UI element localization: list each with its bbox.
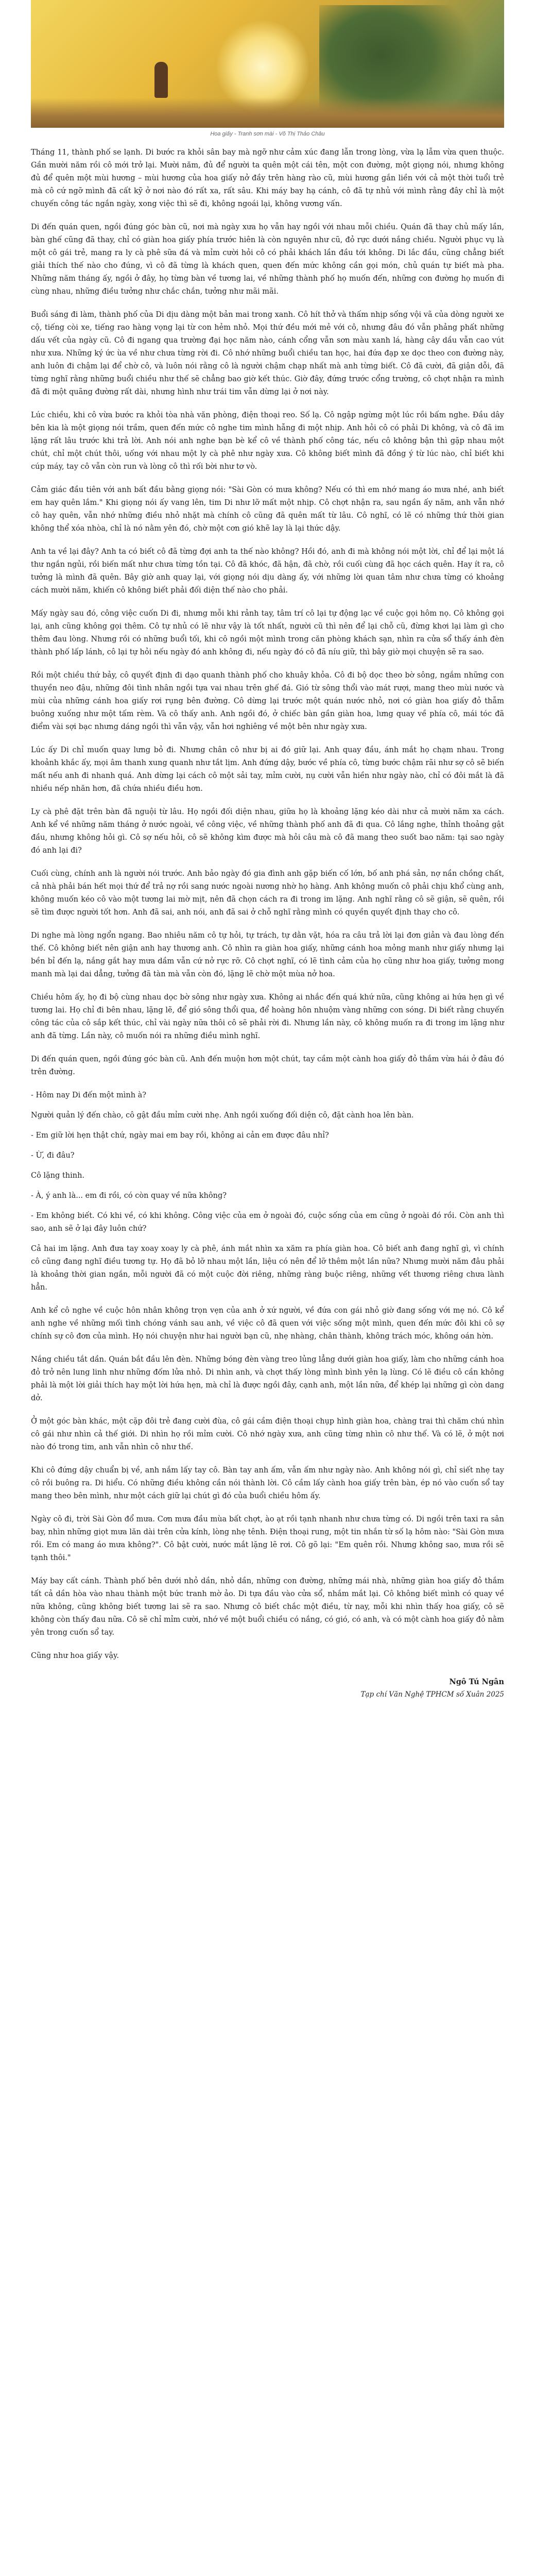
article-paragraph: Mấy ngày sau đó, công việc cuốn Di đi, nhưng mỗi khi rảnh tay, tâm trí cô lại tự động lạc về cuộc gọi hôm nọ. Cô không gọi lại, anh cũng không gọi thêm. Cô tự nhủ có lẽ như vậy là tốt nhất, người cũ thì nên để lại chỗ cũ, đừng khơi lại làm gì cho thêm đau lòng. Nhưng rồi có những buổi tối, khi cô ngồi một mình trong căn phòng khách sạn, nhìn ra cửa sổ thấy ánh đèn thành phố lấp lánh, cô lại tự hỏi nếu ngày đó anh không đi, nếu ngày đó cô đã níu giữ, thì bây giờ mọi chuyện sẽ ra sao. <box>31 609 504 656</box>
dialogue-line: - Em giữ lời hẹn thật chứ, ngày mai em bay rồi, không ai cản em được đâu nhỉ? <box>31 1131 329 1140</box>
dialogue-line: - Ừ, đi đâu? <box>31 1151 75 1160</box>
dialogue-line: - À, ý anh là... em đi rồi, có còn quay về nữa không? <box>31 1192 227 1200</box>
author-affiliation: Tạp chí Văn Nghệ TPHCM số Xuân 2025 <box>360 1690 504 1699</box>
hero-figure-shape <box>154 62 168 98</box>
article-paragraph: Máy bay cất cánh. Thành phố bên dưới nhỏ dần, nhỏ dần, những con đường, những mái nhà, những giàn hoa giấy đỏ thắm tất cả dần hòa vào nhau thành một bức tranh mờ ảo. Di tựa đầu vào cửa sổ, nhắm mắt lại. Cô không biết mình có quay về nữa không, cũng không biết tương lai sẽ ra sao. Nhưng cô biết chắc một điều, từ nay, mỗi khi nhìn thấy hoa giấy, cô sẽ không còn thấy đau nữa. Cô sẽ chỉ mỉm cười, nhớ về một buổi chiều có nắng, có gió, có anh, và có một cành hoa giấy đỏ nằm yên trong cuốn sổ tay. <box>31 1577 504 1637</box>
article-paragraph: Tháng 11, thành phố se lạnh. Di bước ra khỏi sân bay mà ngỡ như cảm xúc đang lẫn trong lòng, vừa lạ lẫm vừa quen thuộc. Gần mười năm rồi cô mới trở lại. Mười năm, đủ để người ta quên một cái tên, một con đường, một giọng nói, nhưng không đủ để quên một mùi hương – mùi hương của hoa giấy nở đầy trên hàng rào cũ, mùi hương gắn liền với cả một thời tuổi trẻ mà cô cứ ngỡ mình đã cất kỹ ở nơi nào đó rất xa, rất sâu. Khi máy bay hạ cánh, cô đã tự nhủ với mình rằng đây chỉ là một chuyến công tác ngắn ngày, xong việc thì sẽ đi, không ngoái lại, không vương vấn. <box>31 148 504 208</box>
hero-caption: Hoa giấy - Tranh sơn mài - Võ Thị Thảo Châu <box>210 131 325 137</box>
author-block <box>31 1676 504 1701</box>
article-paragraph: Ở một góc bàn khác, một cặp đôi trẻ đang cười đùa, cô gái cầm điện thoại chụp hình giàn hoa, chàng trai thì chăm chú nhìn cô gái như nhìn cả thế giới. Di nhìn họ rồi mỉm cười. Cô nhớ ngày xưa, anh cũng từng nhìn cô như thế. Và có lẽ, ở một nơi nào đó trong tim, anh vẫn nhìn cô như thế. <box>31 1417 504 1451</box>
dialogue-line: - Hôm nay Di đến một mình à? <box>31 1091 147 1099</box>
article-paragraph: Cả hai im lặng. Anh đưa tay xoay xoay ly cà phê, ánh mắt nhìn xa xăm ra phía giàn hoa. Cô biết anh đang nghĩ gì, vì chính cô cũng đang nghĩ điều tương tự. Họ đã bỏ lỡ nhau một lần, liệu có nên để lỡ thêm một lần nữa? Nhưng mười năm đâu phải là khoảng thời gian ngắn, mỗi người đã có một cuộc đời riêng, những ràng buộc riêng, những vết thương riêng chưa lành hẳn. <box>31 1245 504 1292</box>
article <box>31 0 504 1701</box>
hero-ground-shape <box>31 98 504 128</box>
article-paragraph: Ngày cô đi, trời Sài Gòn đổ mưa. Cơn mưa đầu mùa bất chợt, ào ạt rồi tạnh nhanh như chưa từng có. Di ngồi trên taxi ra sân bay, nhìn những giọt mưa lăn dài trên cửa kính, lòng nhẹ tênh. Điện thoại rung, một tin nhắn từ số lạ hôm nào: "Sài Gòn mưa rồi. Em có mang áo mưa không?". Cô bật cười, nước mắt lặng lẽ rơi. Cô gõ lại: "Em quên rồi. Nhưng không sao, mưa rồi sẽ tạnh thôi." <box>31 1515 504 1562</box>
article-paragraph: Khi cô đứng dậy chuẩn bị về, anh nắm lấy tay cô. Bàn tay anh ấm, vẫn ấm như ngày nào. Anh không nói gì, chỉ siết nhẹ tay cô rồi buông ra. Di hiểu. Có những điều không cần nói thành lời. Cô cầm lấy cành hoa giấy trên bàn, ép nó vào cuốn sổ tay mang theo bên mình, như một cách giữ lại chút gì đó của buổi chiều hôm ấy. <box>31 1466 504 1500</box>
article-paragraph: Cảm giác đầu tiên với anh bất đầu bằng giọng nói: "Sài Gòn có mưa không? Nếu có thì em nhớ mang áo mưa nhé, anh biết em hay quên lắm." Khi giọng nói ấy vang lên, tim Di như lỡ mất một nhịp. Cô chợt nhận ra, sau ngần ấy năm, anh vẫn nhớ cô hay quên, vẫn nhớ những điều nhỏ nhặt mà chính cô cũng đã quên mất từ lâu. Cô nghĩ, có lẽ có những thứ thời gian không thể xóa nhòa, chỉ là nó nằm yên đó, chờ một cơn gió khẽ lay là lại thức dậy. <box>31 486 504 533</box>
article-paragraph: Rồi một chiều thứ bảy, cô quyết định đi dạo quanh thành phố cho khuây khỏa. Cô đi bộ dọc theo bờ sông, ngắm những con thuyền neo đậu, những đôi tình nhân ngồi tựa vai nhau trên ghế đá. Gió từ sông thổi vào mát rượi, mang theo mùi nước và mùi của những cánh hoa giấy rơi rụng bên đường. Cô dừng lại trước một quán nước nhỏ, nơi có giàn hoa giấy đỏ thẫm buông xuống như một tấm rèm. Và cô thấy anh. Anh ngồi đó, ở chiếc bàn gần giàn hoa, lưng quay về phía cô, mái tóc đã điểm vài sợi bạc nhưng dáng ngồi thì vẫn vậy, vẫn hơi nghiêng về một bên như ngày xưa. <box>31 671 504 731</box>
dialogue-line: Người quản lý đến chào, cô gật đầu mỉm cười nhẹ. Anh ngồi xuống đối diện cô, đặt cành hoa lên bàn. <box>31 1111 414 1120</box>
article-paragraph: Cũng như hoa giấy vậy. <box>31 1652 119 1660</box>
dialogue-line: - Em không biết. Có khi về, có khi không. Công việc của em ở ngoài đó, cuộc sống của em cũng ở ngoài đó rồi. Còn anh thì sao, anh sẽ ở lại đây luôn chứ? <box>31 1212 504 1233</box>
article-paragraph: Anh ta về lại đây? Anh ta có biết cô đã từng đợi anh ta thế nào không? Hồi đó, anh đi mà không nói một lời, chỉ để lại một lá thư ngắn ngủi, rồi biến mất như chưa từng tồn tại. Cô đã khóc, đã hận, đã chờ, rồi cuối cùng đã học cách quên. Hay ít ra, cô tưởng là mình đã quên. Bây giờ anh quay lại, với giọng nói dịu dàng ấy, với những lời quan tâm như chưa từng có khoảng cách mười năm, khiến cô không biết phải đối diện thế nào cho phải. <box>31 548 504 595</box>
article-paragraph: Anh kể cô nghe về cuộc hôn nhân không trọn vẹn của anh ở xứ người, về đứa con gái nhỏ giờ đang sống với mẹ nó. Cô kể anh nghe về những mối tình chóng vánh sau anh, về việc cô đã quen với việc sống một mình, quen đến mức đôi khi cô sợ chính sự cô đơn của mình. Họ nói chuyện như hai người bạn cũ, nhẹ nhàng, chân thành, không trách móc, không oán hờn. <box>31 1307 504 1341</box>
article-paragraph: Chiều hôm ấy, họ đi bộ cùng nhau dọc bờ sông như ngày xưa. Không ai nhắc đến quá khứ nữa, cũng không ai hứa hẹn gì về tương lai. Họ chỉ đi bên nhau, lặng lẽ, để gió sông thổi qua, để hoàng hôn nhuộm vàng những con sóng. Di biết rằng chuyến công tác của cô sắp kết thúc, chỉ vài ngày nữa thôi cô sẽ phải rời đi. Nhưng lần này, cô không muốn ra đi trong im lặng như anh đã từng. Lần này, cô muốn nói ra những điều mình nghĩ. <box>31 993 504 1040</box>
hero-image <box>31 0 504 128</box>
article-paragraph: Di đến quán quen, ngồi đúng góc bàn cũ, nơi mà ngày xưa họ vẫn hay ngồi với nhau mỗi chiều. Quán đã thay chủ mấy lần, bàn ghế cũng đã thay, chỉ có giàn hoa giấy phía trước hiên là còn nguyên như cũ, đỏ rực dưới nắng chiều. Người phục vụ là một cô gái trẻ, mang ra ly cà phê sữa đá và mỉm cười hỏi cô có phải khách lần đầu tới không. Di lắc đầu, cũng chẳng biết giải thích thế nào cho đúng, vì cô đã từng là khách quen, quen đến mức không cần gọi món, chủ quán tự biết mà pha. Những năm tháng ấy, ngồi ở đây, họ từng bàn về tương lai, về những thành phố họ muốn đến, những con đường họ muốn đi cùng nhau, những điều tưởng như chắc chắn, tưởng như mãi mãi. <box>31 223 504 296</box>
author-name: Ngô Tú Ngân <box>449 1677 504 1686</box>
article-paragraph: Di đến quán quen, ngồi đúng góc bàn cũ. Anh đến muộn hơn một chút, tay cầm một cành hoa giấy đỏ thắm vừa hái ở đâu đó trên đường. <box>31 1055 504 1076</box>
article-paragraph: Di nghe mà lòng ngổn ngang. Bao nhiêu năm cô tự hỏi, tự trách, tự dằn vặt, hóa ra câu trả lời lại đơn giản và đau lòng đến thế. Cô không biết nên giận anh hay thương anh. Cô nhìn ra giàn hoa giấy, những cánh hoa mỏng manh như giấy nhưng lại bền bỉ đến lạ, nắng gắt hay mưa dầm vẫn cứ nở rực rỡ. Cô chợt nghĩ, có lẽ tình cảm của họ cũng như hoa giấy, tưởng mong manh mà lại dai dẳng, tưởng đã tàn mà vẫn còn đó, lặng lẽ chờ một mùa nở hoa. <box>31 931 504 978</box>
article-paragraph: Ly cà phê đặt trên bàn đã nguội từ lâu. Họ ngồi đối diện nhau, giữa họ là khoảng lặng kéo dài như cả mười năm xa cách. Anh kể về những năm tháng ở nước ngoài, về công việc, về những thành phố anh đã đi qua. Cô lắng nghe, thỉnh thoảng gật đầu, nhưng không hỏi gì. Cô sợ nếu hỏi, cô sẽ không kìm được mà hỏi câu mà cô đã mang theo suốt bao năm: tại sao ngày đó anh lại đi? <box>31 808 504 855</box>
article-paragraph: Lúc ấy Di chỉ muốn quay lưng bỏ đi. Nhưng chân cô như bị ai đó giữ lại. Anh quay đầu, ánh mắt họ chạm nhau. Trong khoảnh khắc ấy, mọi âm thanh xung quanh như tắt lịm. Anh đứng dậy, bước về phía cô, từng bước chậm rãi như sợ cô sẽ biến mất nếu anh đi nhanh quá. Anh dừng lại cách cô một sải tay, mỉm cười, nụ cười vẫn hiền như ngày nào, chỉ có đôi mắt là đã nhiều nếp nhăn hơn, đã chứa nhiều điều hơn. <box>31 746 504 793</box>
article-paragraph: Nắng chiều tắt dần. Quán bắt đầu lên đèn. Những bóng đèn vàng treo lủng lẳng dưới giàn hoa giấy, làm cho những cánh hoa đỏ trở nên lung linh như những đốm lửa nhỏ. Di nhìn anh, và chợt thấy lòng mình bình yên lạ lùng. Có lẽ điều cô cần không phải là một lời giải thích hay một lời hứa hẹn, mà chỉ là được ngồi đây, cạnh anh, một lần nữa, để khép lại những gì còn dang dở. <box>31 1355 504 1402</box>
article-paragraph: Cuối cùng, chính anh là người nói trước. Anh bảo ngày đó gia đình anh gặp biến cố lớn, bố anh phá sản, nợ nần chồng chất, cả nhà phải bán hết mọi thứ để trả nợ rồi sang nước ngoài nương nhờ họ hàng. Anh không muốn cô phải chịu khổ cùng anh, không muốn kéo cô vào một tương lai mờ mịt, nên đã chọn cách ra đi trong im lặng. Anh nghĩ rằng cô sẽ giận, sẽ quên, rồi sẽ tìm được người tốt hơn. Anh đã sai, anh nói, anh đã sai ở chỗ nghĩ rằng mình có quyền quyết định thay cho cô. <box>31 870 504 917</box>
article-paragraph: Buổi sáng đi làm, thành phố của Di dịu dàng một bản mai trong xanh. Cô hít thở và thấm nhịp sống vội vã của dòng người xe cộ, tiếng còi xe, tiếng rao hàng vọng lại từ con hẻm nhỏ. Mọi thứ đều mới mẻ với cô, nhưng đâu đó vẫn phảng phất những dấu vết của ngày cũ. Cô đi ngang qua trường đại học năm nào, cánh cổng vẫn sơn màu xanh lá, hàng cây dầu vẫn cao vút như xưa. Những ký ức ùa về như chưa từng rời đi. Cô nhớ những buổi chiều tan học, hai đứa đạp xe dọc theo con đường này, anh luôn đi chậm lại để chờ cô, và luôn nói rằng cô là người chậm chạp nhất mà anh từng biết. Cô đã cười, đã giận dỗi, đã từng nghĩ rằng những buổi chiều như thế sẽ chẳng bao giờ kết thúc. Giờ đây, đứng trước cổng trường, cô chợt nhận ra mình đã đi một quãng đường rất dài, nhưng hình như trái tim vẫn dừng lại ở nơi này. <box>31 311 504 396</box>
article-body <box>31 146 504 1663</box>
article-paragraph: Lúc chiều, khi cô vừa bước ra khỏi tòa nhà văn phòng, điện thoại reo. Số lạ. Cô ngập ngừng một lúc rồi bấm nghe. Đầu dây bên kia là một giọng nói trầm, quen đến mức cô nghe tim mình hẫng đi một nhịp. Anh hỏi cô có phải Di không, và cô đã im lặng rất lâu trước khi trả lời. Anh nói anh nghe bạn bè kể cô về thành phố công tác, nếu cô không bận thì gặp nhau một chút, chỉ một chút thôi, uống với nhau một ly cà phê như ngày xưa. Cô không biết mình đã đồng ý từ lúc nào, chỉ biết khi cúp máy, tay cô vẫn còn run và lòng cô thì rối bời như tơ vò. <box>31 411 504 471</box>
dialogue-line: Cô lặng thinh. <box>31 1172 85 1180</box>
